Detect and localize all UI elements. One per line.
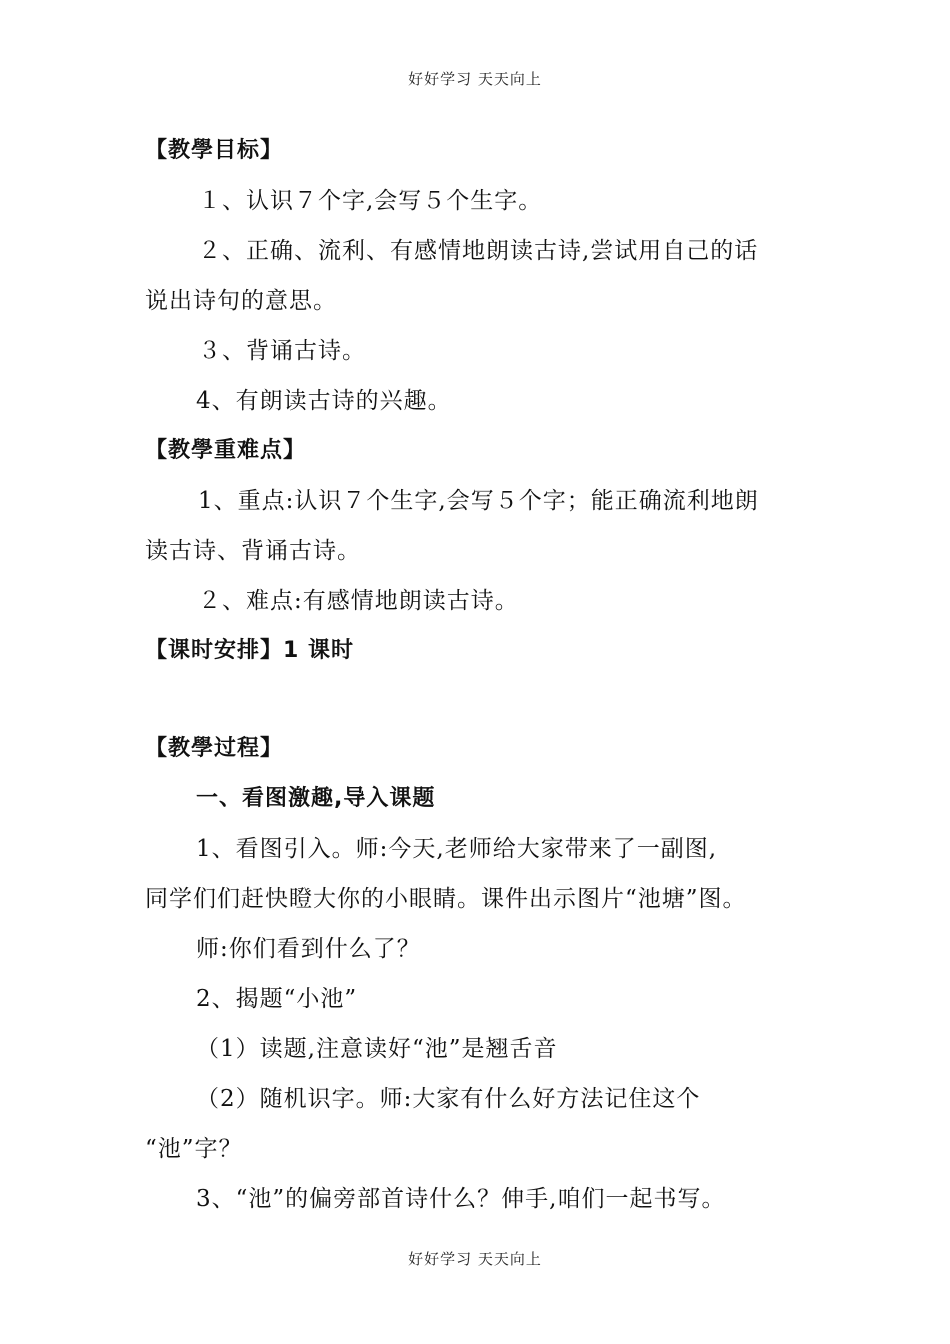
goal-3: ３、背诵古诗。	[198, 338, 366, 364]
page-header: 好好学习 天天向上	[408, 70, 542, 88]
section-heading-schedule: 【课时安排】1 课时	[145, 638, 354, 663]
section-heading-goals: 【教學目标】	[145, 138, 284, 163]
paragraph: 1、看图引入。师:今天,老师给大家带来了一副图,	[196, 836, 718, 862]
key-point-1: 1、重点:认识７个生字,会写５个字；能正确流利地朗	[198, 488, 759, 514]
paragraph: 师:你们看到什么了？	[196, 936, 421, 962]
section-heading-key-points: 【教學重难点】	[145, 438, 307, 463]
key-point-1-continued: 读古诗、背诵古诗。	[145, 538, 361, 564]
paragraph-continued: 同学们们赶快瞪大你的小眼睛。课件出示图片“池塘”图。	[145, 886, 747, 912]
goal-2-continued: 说出诗句的意思。	[145, 288, 337, 314]
goal-4: 4、有朗读古诗的兴趣。	[196, 388, 452, 414]
paragraph: （2）随机识字。师:大家有什么好方法记住这个	[196, 1086, 701, 1112]
step-1-heading: 一、看图激趣,导入课题	[196, 786, 436, 811]
goal-2: ２、正确、流利、有感情地朗读古诗,尝试用自己的话	[198, 238, 759, 264]
paragraph: 3、“池”的偏旁部首诗什么？伸手,咱们一起书写。	[196, 1186, 726, 1212]
page-footer: 好好学习 天天向上	[408, 1250, 542, 1268]
paragraph: （1）读题,注意读好“池”是翘舌音	[196, 1036, 558, 1062]
section-heading-process: 【教學过程】	[145, 736, 284, 761]
paragraph: 2、揭题“小池”	[196, 986, 358, 1012]
paragraph-continued: “池”字？	[145, 1136, 243, 1162]
key-point-2: ２、难点:有感情地朗读古诗。	[198, 588, 519, 614]
goal-1: １、认识７个字,会写５个生字。	[198, 188, 543, 214]
